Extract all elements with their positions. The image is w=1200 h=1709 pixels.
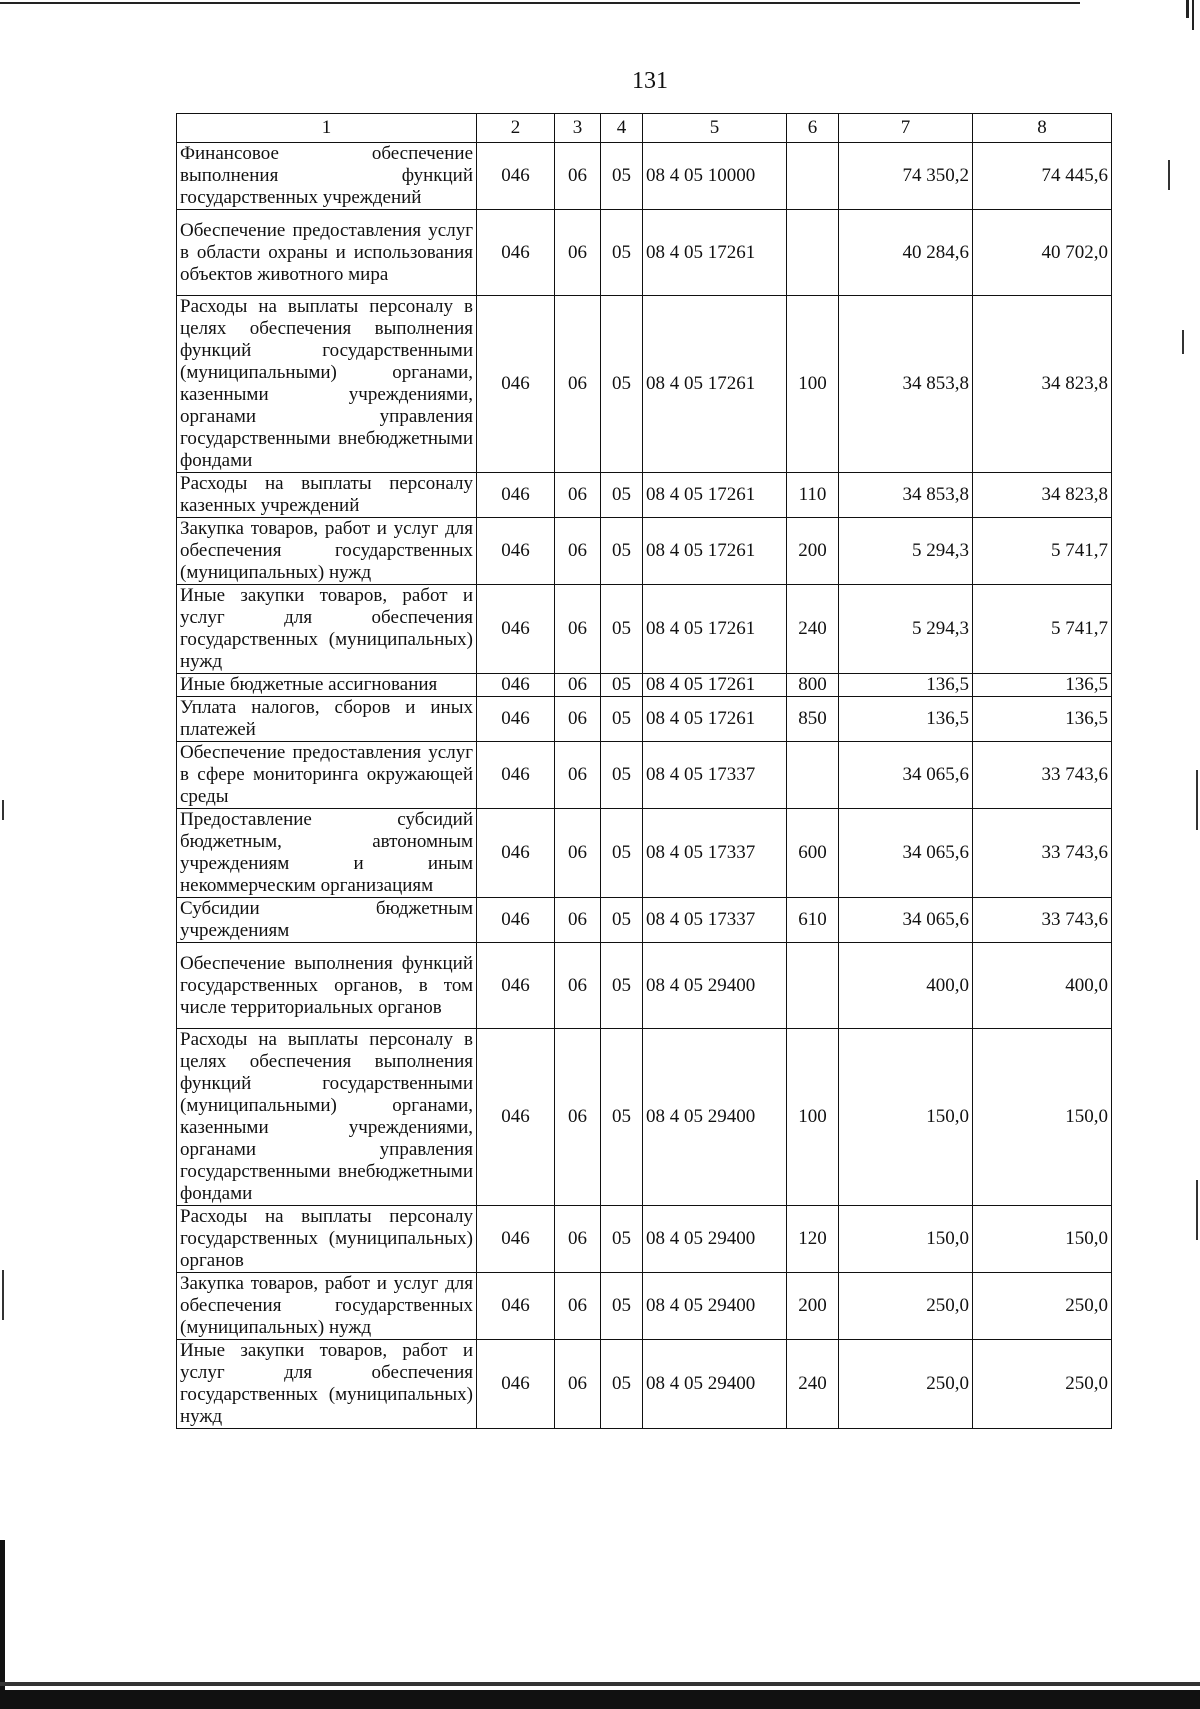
table-row xyxy=(177,742,1112,809)
table-row xyxy=(177,943,1112,1029)
amount-col7: 150,0 xyxy=(839,1029,973,1206)
scan-edge-mark xyxy=(1196,1180,1198,1240)
expense-type-code xyxy=(787,143,839,210)
table-row xyxy=(177,296,1112,473)
admin-code: 046 xyxy=(477,1340,555,1429)
section-code: 06 xyxy=(555,518,601,585)
admin-code: 046 xyxy=(477,674,555,697)
target-article-code: 08 4 05 17337 xyxy=(643,742,787,809)
target-article-code: 08 4 05 10000 xyxy=(643,143,787,210)
row-name: Финансовое обеспечение выполнения функций государственных учреждений xyxy=(177,143,477,210)
row-name: Иные закупки товаров, работ и услуг для обеспечения государственных (муниципальных) нужд xyxy=(177,585,477,674)
subsection-code: 05 xyxy=(601,1273,643,1340)
amount-col7: 136,5 xyxy=(839,697,973,742)
row-name: Закупка товаров, работ и услуг для обеспечения государственных (муниципальных) нужд xyxy=(177,1273,477,1340)
table-row xyxy=(177,1340,1112,1429)
admin-code: 046 xyxy=(477,585,555,674)
admin-code: 046 xyxy=(477,296,555,473)
amount-col8: 40 702,0 xyxy=(973,210,1112,296)
expense-type-code: 110 xyxy=(787,473,839,518)
table-row xyxy=(177,697,1112,742)
admin-code: 046 xyxy=(477,943,555,1029)
scan-edge-mark xyxy=(1182,330,1184,354)
table-row xyxy=(177,1273,1112,1340)
row-name: Расходы на выплаты персоналу в целях обеспечения выполнения функций государственными (муниципальными) органами, казенными учреждениями, органами управления государственными внебюджетными фондами xyxy=(177,296,477,473)
amount-col7: 34 065,6 xyxy=(839,742,973,809)
row-name: Субсидии бюджетным учреждениям xyxy=(177,898,477,943)
table-row xyxy=(177,518,1112,585)
subsection-code: 05 xyxy=(601,742,643,809)
amount-col8: 74 445,6 xyxy=(973,143,1112,210)
amount-col8: 34 823,8 xyxy=(973,473,1112,518)
scan-edge-mark xyxy=(1186,0,1189,18)
column-header-3: 3 xyxy=(555,114,601,143)
expense-type-code: 800 xyxy=(787,674,839,697)
section-code: 06 xyxy=(555,674,601,697)
target-article-code: 08 4 05 17261 xyxy=(643,210,787,296)
expense-type-code: 600 xyxy=(787,809,839,898)
amount-col7: 34 065,6 xyxy=(839,898,973,943)
row-name: Обеспечение предоставления услуг в области охраны и использования объектов животного мира xyxy=(177,210,477,296)
subsection-code: 05 xyxy=(601,1029,643,1206)
amount-col8: 250,0 xyxy=(973,1340,1112,1429)
admin-code: 046 xyxy=(477,518,555,585)
target-article-code: 08 4 05 17261 xyxy=(643,518,787,585)
admin-code: 046 xyxy=(477,143,555,210)
scan-edge-shadow xyxy=(0,1690,1200,1709)
amount-col8: 5 741,7 xyxy=(973,585,1112,674)
section-code: 06 xyxy=(555,697,601,742)
table-row xyxy=(177,210,1112,296)
column-header-2: 2 xyxy=(477,114,555,143)
section-code: 06 xyxy=(555,1206,601,1273)
expense-type-code: 610 xyxy=(787,898,839,943)
amount-col7: 250,0 xyxy=(839,1340,973,1429)
admin-code: 046 xyxy=(477,210,555,296)
table-row xyxy=(177,1029,1112,1206)
target-article-code: 08 4 05 17261 xyxy=(643,473,787,518)
target-article-code: 08 4 05 29400 xyxy=(643,1206,787,1273)
scan-edge-shadow xyxy=(0,1682,1200,1686)
target-article-code: 08 4 05 17337 xyxy=(643,809,787,898)
section-code: 06 xyxy=(555,296,601,473)
subsection-code: 05 xyxy=(601,809,643,898)
amount-col7: 5 294,3 xyxy=(839,518,973,585)
expense-type-code: 100 xyxy=(787,1029,839,1206)
amount-col7: 150,0 xyxy=(839,1206,973,1273)
section-code: 06 xyxy=(555,898,601,943)
admin-code: 046 xyxy=(477,809,555,898)
amount-col8: 33 743,6 xyxy=(973,742,1112,809)
expense-type-code xyxy=(787,943,839,1029)
scan-edge-mark xyxy=(2,800,4,820)
amount-col7: 136,5 xyxy=(839,674,973,697)
amount-col7: 74 350,2 xyxy=(839,143,973,210)
target-article-code: 08 4 05 29400 xyxy=(643,943,787,1029)
subsection-code: 05 xyxy=(601,210,643,296)
row-name: Иные бюджетные ассигнования xyxy=(177,674,477,697)
row-name: Уплата налогов, сборов и иных платежей xyxy=(177,697,477,742)
expense-type-code xyxy=(787,742,839,809)
expense-type-code: 120 xyxy=(787,1206,839,1273)
section-code: 06 xyxy=(555,943,601,1029)
admin-code: 046 xyxy=(477,898,555,943)
amount-col8: 400,0 xyxy=(973,943,1112,1029)
budget-table xyxy=(176,113,1112,1429)
amount-col8: 150,0 xyxy=(973,1206,1112,1273)
target-article-code: 08 4 05 17261 xyxy=(643,674,787,697)
scan-edge-mark xyxy=(1192,0,1194,30)
target-article-code: 08 4 05 17261 xyxy=(643,296,787,473)
expense-type-code: 240 xyxy=(787,1340,839,1429)
table-row xyxy=(177,674,1112,697)
row-name: Обеспечение выполнения функций государственных органов, в том числе территориальных органов xyxy=(177,943,477,1029)
table-row xyxy=(177,1206,1112,1273)
admin-code: 046 xyxy=(477,1206,555,1273)
table-row xyxy=(177,809,1112,898)
column-header-5: 5 xyxy=(643,114,787,143)
table-row xyxy=(177,473,1112,518)
table-row xyxy=(177,143,1112,210)
amount-col7: 34 853,8 xyxy=(839,473,973,518)
row-name: Обеспечение предоставления услуг в сфере мониторинга окружающей среды xyxy=(177,742,477,809)
amount-col7: 250,0 xyxy=(839,1273,973,1340)
admin-code: 046 xyxy=(477,1029,555,1206)
expense-type-code xyxy=(787,210,839,296)
amount-col8: 136,5 xyxy=(973,674,1112,697)
section-code: 06 xyxy=(555,1273,601,1340)
column-header-4: 4 xyxy=(601,114,643,143)
subsection-code: 05 xyxy=(601,473,643,518)
section-code: 06 xyxy=(555,585,601,674)
subsection-code: 05 xyxy=(601,943,643,1029)
amount-col8: 150,0 xyxy=(973,1029,1112,1206)
amount-col8: 34 823,8 xyxy=(973,296,1112,473)
table-header-row xyxy=(177,114,1112,143)
amount-col8: 33 743,6 xyxy=(973,898,1112,943)
expense-type-code: 200 xyxy=(787,518,839,585)
target-article-code: 08 4 05 29400 xyxy=(643,1273,787,1340)
target-article-code: 08 4 05 29400 xyxy=(643,1340,787,1429)
amount-col7: 40 284,6 xyxy=(839,210,973,296)
column-header-8: 8 xyxy=(973,114,1112,143)
section-code: 06 xyxy=(555,1340,601,1429)
admin-code: 046 xyxy=(477,742,555,809)
column-header-6: 6 xyxy=(787,114,839,143)
page-number: 131 xyxy=(632,68,668,94)
table-body xyxy=(177,143,1112,1429)
admin-code: 046 xyxy=(477,1273,555,1340)
admin-code: 046 xyxy=(477,473,555,518)
amount-col8: 5 741,7 xyxy=(973,518,1112,585)
amount-col8: 250,0 xyxy=(973,1273,1112,1340)
table-row xyxy=(177,585,1112,674)
scan-border-line xyxy=(0,2,1080,4)
expense-type-code: 240 xyxy=(787,585,839,674)
row-name: Иные закупки товаров, работ и услуг для обеспечения государственных (муниципальных) нужд xyxy=(177,1340,477,1429)
amount-col7: 34 065,6 xyxy=(839,809,973,898)
scan-edge-shadow xyxy=(0,1540,5,1690)
subsection-code: 05 xyxy=(601,1340,643,1429)
section-code: 06 xyxy=(555,809,601,898)
subsection-code: 05 xyxy=(601,697,643,742)
row-name: Предоставление субсидий бюджетным, автономным учреждениям и иным некоммерческим организациям xyxy=(177,809,477,898)
subsection-code: 05 xyxy=(601,143,643,210)
expense-type-code: 100 xyxy=(787,296,839,473)
section-code: 06 xyxy=(555,473,601,518)
expense-type-code: 850 xyxy=(787,697,839,742)
amount-col7: 5 294,3 xyxy=(839,585,973,674)
expense-type-code: 200 xyxy=(787,1273,839,1340)
target-article-code: 08 4 05 17337 xyxy=(643,898,787,943)
amount-col7: 400,0 xyxy=(839,943,973,1029)
section-code: 06 xyxy=(555,143,601,210)
table-row xyxy=(177,898,1112,943)
column-header-7: 7 xyxy=(839,114,973,143)
row-name: Расходы на выплаты персоналу государственных (муниципальных) органов xyxy=(177,1206,477,1273)
row-name: Закупка товаров, работ и услуг для обеспечения государственных (муниципальных) нужд xyxy=(177,518,477,585)
subsection-code: 05 xyxy=(601,296,643,473)
target-article-code: 08 4 05 29400 xyxy=(643,1029,787,1206)
row-name: Расходы на выплаты персоналу в целях обеспечения выполнения функций государственными (муниципальными) органами, казенными учреждениями, органами управления государственными внебюджетными фондами xyxy=(177,1029,477,1206)
target-article-code: 08 4 05 17261 xyxy=(643,697,787,742)
subsection-code: 05 xyxy=(601,585,643,674)
amount-col8: 33 743,6 xyxy=(973,809,1112,898)
admin-code: 046 xyxy=(477,697,555,742)
section-code: 06 xyxy=(555,210,601,296)
subsection-code: 05 xyxy=(601,898,643,943)
amount-col7: 34 853,8 xyxy=(839,296,973,473)
subsection-code: 05 xyxy=(601,1206,643,1273)
target-article-code: 08 4 05 17261 xyxy=(643,585,787,674)
scan-edge-mark xyxy=(1196,770,1198,830)
section-code: 06 xyxy=(555,1029,601,1206)
section-code: 06 xyxy=(555,742,601,809)
subsection-code: 05 xyxy=(601,674,643,697)
row-name: Расходы на выплаты персоналу казенных учреждений xyxy=(177,473,477,518)
scan-edge-mark xyxy=(2,1270,4,1320)
scan-edge-mark xyxy=(1168,160,1170,190)
subsection-code: 05 xyxy=(601,518,643,585)
amount-col8: 136,5 xyxy=(973,697,1112,742)
column-header-1: 1 xyxy=(177,114,477,143)
